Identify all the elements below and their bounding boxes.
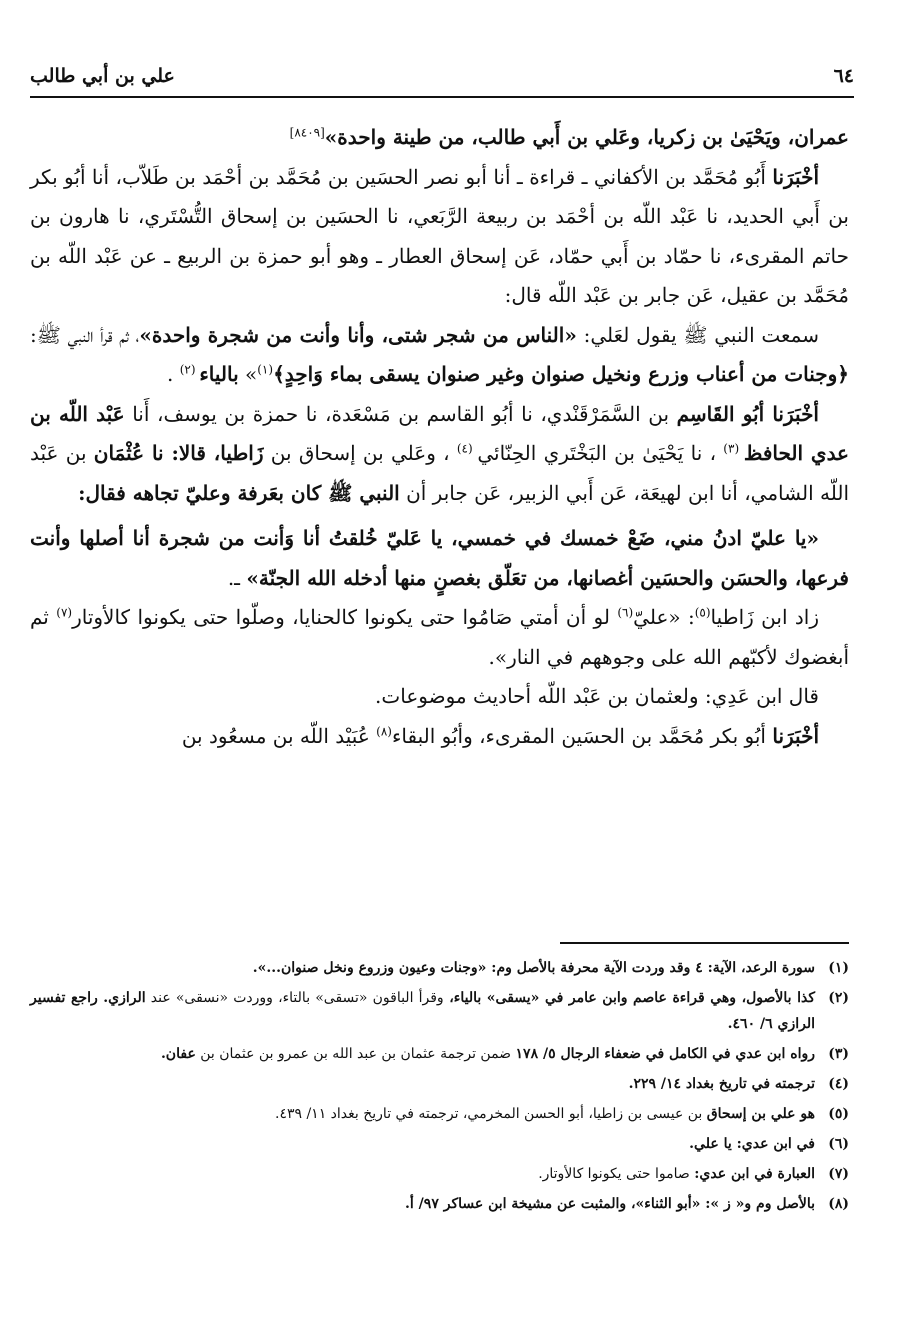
text-run: لو أن أمتي صَامُوا حتى يكونوا كالحنايا، وصلّوا حتى يكونوا كالأوتار [72, 605, 618, 629]
footnote-number: (٨) [828, 1196, 849, 1212]
footnote-text [30, 955, 815, 981]
text-run: أخْبَرَنا [772, 164, 819, 189]
footnote-number: (٢) [828, 990, 849, 1006]
footnote-marker: [٨٤٠٩] [289, 125, 325, 140]
footnote-text [30, 1161, 815, 1187]
footnote [30, 1191, 849, 1217]
footnote-marker: (٣) [723, 441, 744, 456]
text-run: ، ثم قرأ النبي ﷺ: [30, 322, 140, 347]
footnote-text [30, 985, 815, 1037]
main-text [30, 118, 849, 756]
text-run: : «عليّ [633, 605, 695, 629]
paragraph [30, 316, 849, 395]
footnote-text [30, 1041, 815, 1067]
footnote-text [30, 1071, 815, 1097]
footnote-marker: (٨) [376, 723, 392, 738]
footnote-marker: (٥) [694, 605, 711, 620]
text-run: زاد ابن زَاطيا [710, 605, 820, 629]
text-run: أَبُو مُحَمَّد بن الأكفاني ـ قراءة ـ أنا أبو نصر الحسَين بن مُحَمَّد بن أحْمَد بن طَلاّب، أنا أبُو بكر بن أَبي الحديد، نا عَبْد اللّه بن أحْمَد بن ربيعة الرَّبَعي، نا الحسَين بن إسحاق التُّسْتَري، نا هارون بن حاتم المقرىء، نا حمّاد بن أَبي حمّاد، عَن إسحاق العطار ـ وهو أبو حمزة بن الربيع ـ عن عَبْد اللّه بن مُحَمَّد بن عقيل، عَن جابر بن عَبْد اللّه قال: [30, 164, 849, 307]
footnote-rule [560, 942, 849, 944]
text-run: العبارة في ابن عدي: [694, 1166, 815, 1182]
text-run: ضمن ترجمة عثمان بن عبد الله بن عمرو بن عثمان بن [195, 1046, 516, 1062]
running-title: علي بن أبي طالب [30, 65, 175, 87]
text-run: ثم أبغضوك لأكبّهم الله على وجوههم في النار». [30, 605, 849, 669]
text-run: ، نا يَحْيَىٰ بن البَخْتَري الحِنّائي [477, 441, 724, 465]
text-run: بالياء [199, 362, 239, 386]
footnote [30, 1131, 849, 1157]
footnote-number: (٥) [828, 1106, 849, 1122]
paragraph [30, 598, 849, 677]
text-run: «يا عليّ ادنُ مني، ضَعْ خمسك في خمسي، يا عَليّ خُلقتُ أنا وَأنت من شجرة أنا أصلها وأنت فرعها، والحسَن والحسَين أغصانها، من تعَلّق بغصنٍ منها أدخله الله الجنّة» [30, 526, 849, 590]
footnote [30, 1161, 849, 1187]
text-run: عفان. [160, 1046, 196, 1062]
text-run: بن السَّمَرْقَنْدي، نا أبُو القاسم بن مَسْعَدة، نا حمزة بن يوسف، أَنا [124, 401, 677, 426]
footnote-text [30, 1101, 815, 1127]
footnote-marker: (٧) [56, 605, 73, 620]
text-run: زَاطيا، قالا: نا عُثْمَان [93, 441, 264, 465]
text-run: ـ. [227, 565, 247, 590]
footnote-text [30, 1131, 815, 1157]
text-run: » [238, 362, 258, 386]
paragraph [30, 158, 849, 316]
text-run: رواه ابن عدي في الكامل في ضعفاء الرجال ٥/ ١٧٨ [515, 1046, 815, 1062]
text-run: عُبَيْد اللّه بن مسعُود بن [181, 723, 377, 748]
footnote-number: (٧) [828, 1166, 849, 1182]
footnote-marker: (١) [257, 362, 274, 377]
text-run: ، وعَلي بن إسحاق بن [263, 441, 457, 465]
text-run: صاموا حتى يكونوا كالأوتار. [538, 1166, 695, 1182]
text-run: وقرأ الباقون «تسقى» بالتاء، ووردت «نسقى» عند [145, 990, 444, 1006]
text-run: أبُو بكر مُحَمَّد بن الحسَين المقرىء، وأبُو البقاء [391, 723, 773, 748]
text-run: . [166, 362, 180, 386]
text-run: الرازي. راجع تفسير الرازي ٦/ ٤٦٠. [30, 990, 815, 1032]
page-number: ٦٤ [833, 65, 854, 87]
text-run: بالأصل وم و« ز »: «أبو الثناء»، والمثبت عن مشيخة ابن عساكر ٩٧/ أ. [405, 1196, 815, 1212]
paragraph [30, 395, 849, 514]
text-run: سمعت النبي ﷺ يقول لعَلي: [576, 322, 819, 347]
footnote-number: (١) [828, 960, 849, 976]
footnote-marker: (٢) [179, 362, 200, 377]
footnote [30, 1041, 849, 1067]
text-run: سورة الرعد، الآية: ٤ وقد وردت الآية محرفة بالأصل وم: «وجنات وعيون وزروع ونخل صنوان...». [252, 960, 815, 976]
text-run: أخْبَرَنا أبُو القَاسِم [676, 401, 819, 426]
footnote-marker: (٤) [456, 441, 478, 456]
text-run: بن عَبْد اللّه الشامي، أنا ابن لهيعَة، عَن أَبي الزبير، عَن جابر أن [30, 441, 849, 505]
paragraph [30, 717, 849, 757]
text-run: قال ابن عَدِي: ولعثمان بن عَبْد اللّه أحاديث موضوعات. [375, 684, 819, 708]
footnotes [30, 955, 849, 1221]
text-run: هو علي بن إسحاق [706, 1106, 815, 1122]
page-header [30, 56, 854, 96]
text-run: في ابن عدي: يا علي. [689, 1136, 815, 1152]
footnote-marker: (٦) [617, 605, 634, 620]
text-run: عمران، ويَحْيَىٰ بن زكريا، وعَلي بن أَبي طالب، من طينة واحدة» [324, 125, 849, 149]
paragraph [30, 519, 849, 598]
text-run: ﴿وجنات من أعناب وزرع ونخيل صنوان وغير صنوان يسقى بماء وَاحِدٍ﴾ [273, 362, 849, 386]
text-run: بن عيسى بن زاطيا، أبو الحسن المخرمي، ترجمته في تاريخ بغداد ١١/ ٤٣٩. [274, 1106, 707, 1122]
footnote [30, 985, 849, 1037]
footnote-number: (٦) [828, 1136, 849, 1152]
text-run: أخْبَرَنا [772, 723, 819, 748]
text-run: «الناس من شجر شتى، وأنا وأنت من شجرة واحدة» [139, 322, 577, 347]
footnote [30, 1101, 849, 1127]
text-run: النبي ﷺ كان بعَرفة وعليّ تجاهه فقال: [78, 480, 400, 505]
footnote-text [30, 1191, 815, 1217]
footnote [30, 955, 849, 981]
footnote [30, 1071, 849, 1097]
text-run: كذا بالأصول، وهي قراءة عاصم وابن عامر في «يسقى» بالياء، [443, 990, 815, 1006]
footnote-number: (٤) [828, 1076, 849, 1092]
paragraph [30, 118, 849, 158]
text-run: ترجمته في تاريخ بغداد ١٤/ ٢٢٩. [628, 1076, 815, 1092]
footnote-number: (٣) [828, 1046, 849, 1062]
paragraph [30, 677, 849, 717]
header-rule [30, 96, 854, 98]
text-run: عَبْد اللّه بن عدي الحافظ [30, 401, 849, 465]
